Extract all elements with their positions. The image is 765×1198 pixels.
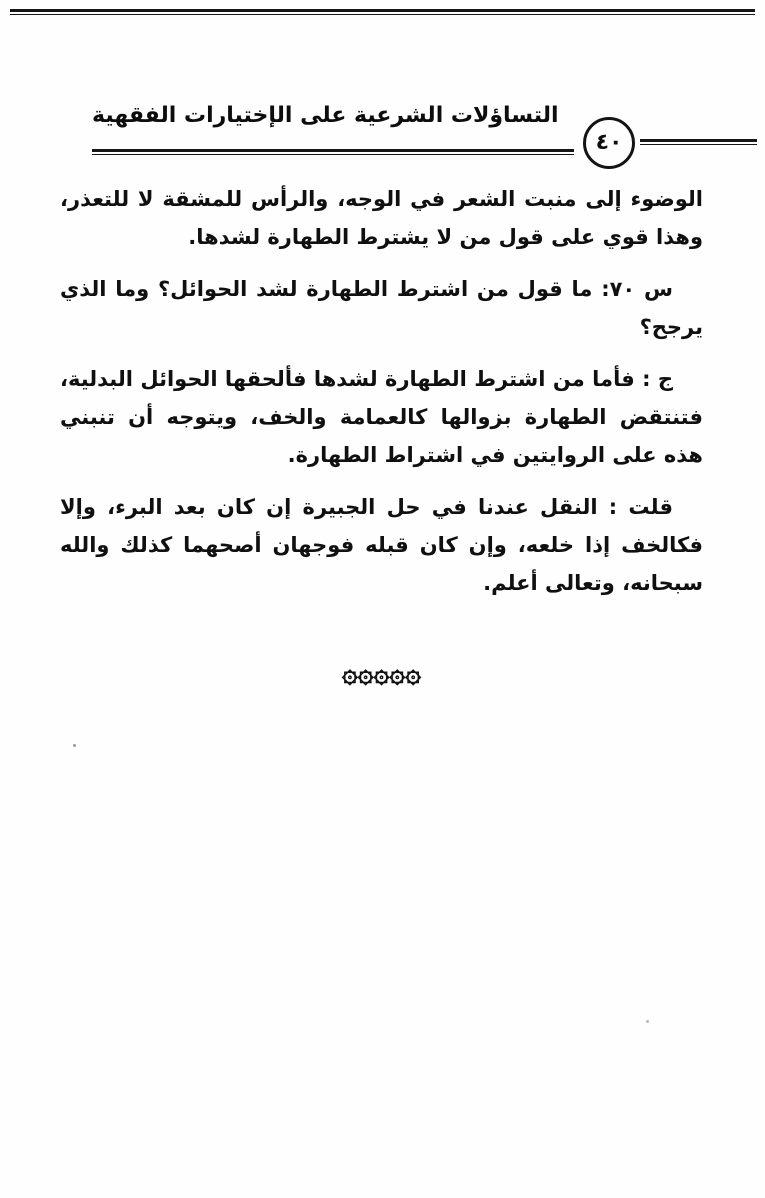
scan-speck xyxy=(73,744,76,747)
top-border-rule xyxy=(10,9,755,15)
page-number: ٤٠ xyxy=(595,130,623,155)
page-body xyxy=(60,180,703,689)
header-underline-rule xyxy=(92,149,574,155)
page-number-badge xyxy=(583,117,635,169)
rosette-divider-icon: ۞۞۞۞۞ xyxy=(341,658,422,689)
scan-speck xyxy=(646,1020,649,1023)
question-paragraph: س ٧٠: ما قول من اشترط الطهارة لشد الحوائل؟ وما الذي يرجح؟ xyxy=(60,277,703,339)
answer-paragraph: ج : فأما من اشترط الطهارة لشدها فألحقها الحوائل البدلية، فتنتقض الطهارة بزوالها كالعمامة والخف، ويتوجه أن تنبني هذه على الروايتين في اشتراط الطهارة. xyxy=(60,367,703,467)
page-title: التساؤلات الشرعية على الإختيارات الفقهية xyxy=(92,103,559,128)
comment-paragraph: قلت : النقل عندنا في حل الجبيرة إن كان بعد البرء، وإلا فكالخف إذا خلعه، وإن كان قبله فوجهان أصحهما كذلك والله سبحانه، وتعالى أعلم. xyxy=(60,495,703,595)
page-number-rule xyxy=(640,139,757,145)
paragraph: الوضوء إلى منبت الشعر في الوجه، والرأس للمشقة لا للتعذر، وهذا قوي على قول من لا يشترط الطهارة لشدها. xyxy=(60,187,703,249)
